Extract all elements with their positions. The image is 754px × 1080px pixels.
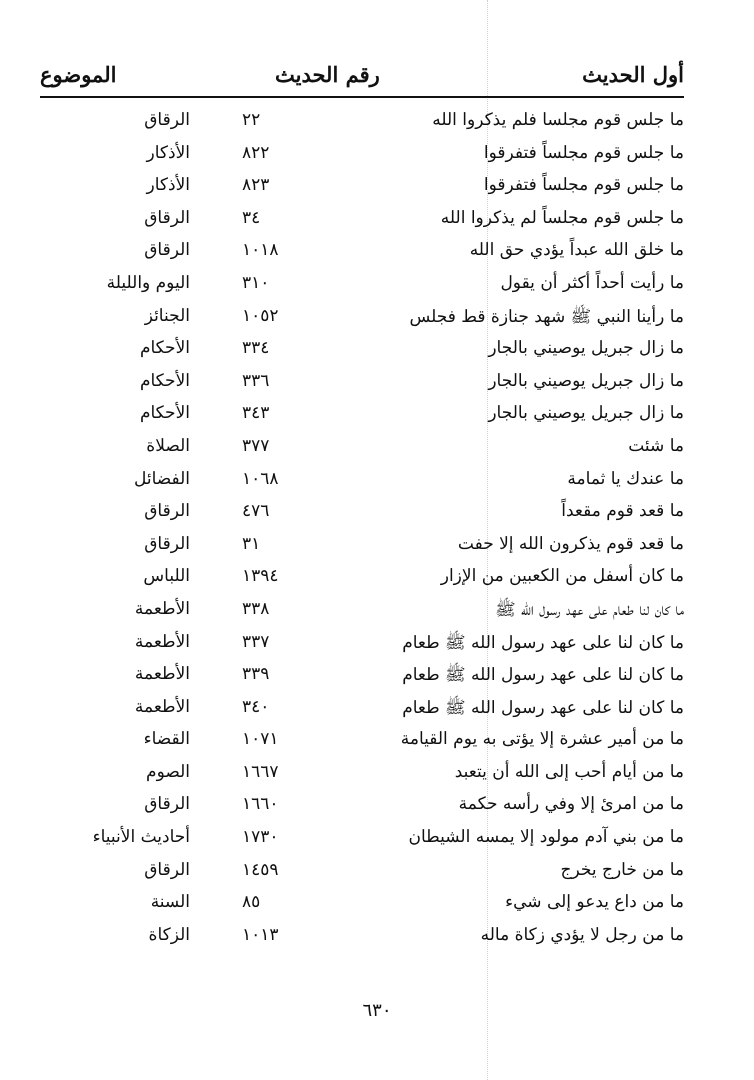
hadith-first-words: ما جلس قوم مجلسا فلم يذكروا الله — [432, 110, 684, 130]
hadith-first-words: ما رأيت أحداً أكثر أن يقول — [500, 272, 684, 293]
hadith-first-words: ما من داع يدعو إلى شيء — [505, 892, 684, 913]
hadith-first-words: ما كان أسفل من الكعبين من الإزار — [440, 566, 684, 587]
hadith-topic: السنة — [150, 892, 190, 913]
hadith-first-words: ما جلس قوم مجلساً فتفرقوا — [483, 175, 684, 196]
hadith-number: ١٠٥٢ — [242, 305, 279, 326]
hadith-first-words: ما زال جبريل يوصيني بالجار — [488, 370, 684, 391]
hadith-number: ٣٧٧ — [242, 435, 270, 456]
hadith-number: ١٣٩٤ — [242, 566, 279, 587]
hadith-number: ١٦٦٧ — [242, 761, 279, 782]
hadith-first-words: ما قعد قوم مقعداً — [561, 501, 684, 522]
hadith-number: ١٠٦٨ — [242, 468, 279, 489]
hadith-topic: الرقاق — [144, 207, 190, 228]
table-row — [40, 169, 684, 202]
hadith-number: ١٦٦٠ — [242, 794, 279, 815]
hadith-topic: الأذكار — [146, 175, 190, 196]
hadith-topic: الرقاق — [144, 501, 190, 522]
hadith-number: ٢٢ — [242, 110, 261, 130]
hadith-topic: الصوم — [146, 761, 190, 782]
hadith-topic: الزكاة — [148, 924, 190, 945]
table-row — [40, 463, 684, 496]
table-row — [40, 886, 684, 919]
hadith-number: ٣١ — [242, 533, 261, 554]
table-row — [40, 528, 684, 561]
table-row — [40, 919, 684, 952]
hadith-number: ٣٣٧ — [242, 631, 270, 652]
hadith-first-words: ما كان لنا طعام على عهد رسول الله ﷺ — [495, 599, 684, 620]
table-row — [40, 756, 684, 789]
hadith-first-words: ما شئت — [628, 435, 684, 456]
hadith-topic: الأطعمة — [134, 598, 190, 619]
hadith-topic: الأذكار — [146, 142, 190, 163]
hadith-first-words: ما جلس قوم مجلساً لم يذكروا الله — [440, 207, 684, 228]
hadith-topic: القضاء — [143, 729, 190, 750]
table-row — [40, 788, 684, 821]
hadith-topic: الأطعمة — [134, 631, 190, 652]
hadith-number: ١٠١٣ — [242, 924, 279, 945]
table-row — [40, 854, 684, 887]
table-row — [40, 593, 684, 626]
header-topic: الموضوع — [40, 62, 117, 87]
hadith-first-words: ما خلق الله عبداً يؤدي حق الله — [469, 240, 684, 261]
hadith-first-words: ما كان لنا على عهد رسول الله ﷺ طعام — [402, 697, 684, 718]
hadith-number: ١٧٣٠ — [242, 827, 279, 848]
table-row — [40, 397, 684, 430]
table-row — [40, 332, 684, 365]
hadith-number: ٣٣٩ — [242, 664, 270, 685]
hadith-topic: أحاديث الأنبياء — [92, 827, 190, 848]
hadith-number: ٣٣٤ — [242, 338, 270, 359]
hadith-topic: الأطعمة — [134, 664, 190, 685]
hadith-topic: اللباس — [143, 566, 190, 587]
hadith-first-words: ما عندك يا ثمامة — [567, 468, 684, 489]
hadith-number: ٤٧٦ — [242, 501, 270, 522]
hadith-topic: اليوم والليلة — [106, 272, 190, 293]
hadith-topic: الفضائل — [133, 468, 190, 489]
hadith-number: ١٠٧١ — [242, 729, 279, 750]
hadith-first-words: ما زال جبريل يوصيني بالجار — [488, 403, 684, 424]
hadith-first-words: ما من خارج يخرج — [560, 859, 684, 880]
table-row — [40, 430, 684, 463]
hadith-topic: الرقاق — [144, 110, 190, 130]
hadith-first-words: ما زال جبريل يوصيني بالجار — [488, 338, 684, 359]
table-row — [40, 234, 684, 267]
hadith-first-words: ما كان لنا على عهد رسول الله ﷺ طعام — [402, 632, 684, 653]
hadith-first-words: ما رأينا النبي ﷺ شهد جنازة قط فجلس — [409, 306, 684, 327]
table-row — [40, 202, 684, 235]
hadith-first-words: ما قعد قوم يذكرون الله إلا حفت — [457, 533, 684, 554]
table-row — [40, 691, 684, 724]
table-header — [40, 62, 684, 92]
hadith-topic: الرقاق — [144, 533, 190, 554]
hadith-number: ٣٤٠ — [242, 696, 270, 717]
table-row — [40, 658, 684, 691]
hadith-first-words: ما من بني آدم مولود إلا يمسه الشيطان — [408, 827, 684, 848]
header-hadith-number: رقم الحديث — [275, 62, 380, 87]
table-row — [40, 267, 684, 300]
table-row — [40, 723, 684, 756]
hadith-first-words: ما من أيام أحب إلى الله أن يتعبد — [454, 761, 684, 782]
hadith-topic: الأحكام — [139, 370, 190, 391]
hadith-number: ٣٣٨ — [242, 598, 270, 619]
hadith-first-words: ما من رجل لا يؤدي زكاة ماله — [480, 924, 684, 945]
hadith-topic: الرقاق — [144, 240, 190, 261]
hadith-topic: الصلاة — [146, 435, 190, 456]
hadith-number: ٨٢٣ — [242, 175, 270, 196]
hadith-first-words: ما جلس قوم مجلساً فتفرقوا — [483, 142, 684, 163]
hadith-topic: الرقاق — [144, 859, 190, 880]
hadith-number: ٣٤٣ — [242, 403, 270, 424]
table-row — [40, 137, 684, 170]
hadith-number: ٣١٠ — [242, 272, 270, 293]
table-row — [40, 104, 684, 137]
table-row — [40, 560, 684, 593]
header-first-words: أول الحديث — [582, 62, 684, 87]
hadith-topic: الأطعمة — [134, 696, 190, 717]
hadith-number: ٨٥ — [242, 892, 261, 913]
hadith-number: ٣٤ — [242, 207, 261, 228]
hadith-topic: الرقاق — [144, 794, 190, 815]
hadith-topic: الأحكام — [139, 403, 190, 424]
header-divider — [40, 96, 684, 98]
table-row — [40, 626, 684, 659]
page-number: ٦٣٠ — [362, 1000, 392, 1021]
hadith-topic: الأحكام — [139, 338, 190, 359]
hadith-number: ٣٣٦ — [242, 370, 270, 391]
table-row — [40, 821, 684, 854]
index-table-body — [40, 104, 684, 951]
table-row — [40, 300, 684, 333]
hadith-number: ١٠١٨ — [242, 240, 279, 261]
hadith-number: ٨٢٢ — [242, 142, 270, 163]
hadith-first-words: ما من أمير عشرة إلا يؤتى به يوم القيامة — [400, 729, 684, 750]
hadith-first-words: ما من امرئ إلا وفي رأسه حكمة — [458, 794, 684, 815]
table-row — [40, 495, 684, 528]
hadith-first-words: ما كان لنا على عهد رسول الله ﷺ طعام — [402, 665, 684, 686]
table-row — [40, 365, 684, 398]
hadith-topic: الجنائز — [144, 305, 190, 326]
hadith-number: ١٤٥٩ — [242, 859, 279, 880]
